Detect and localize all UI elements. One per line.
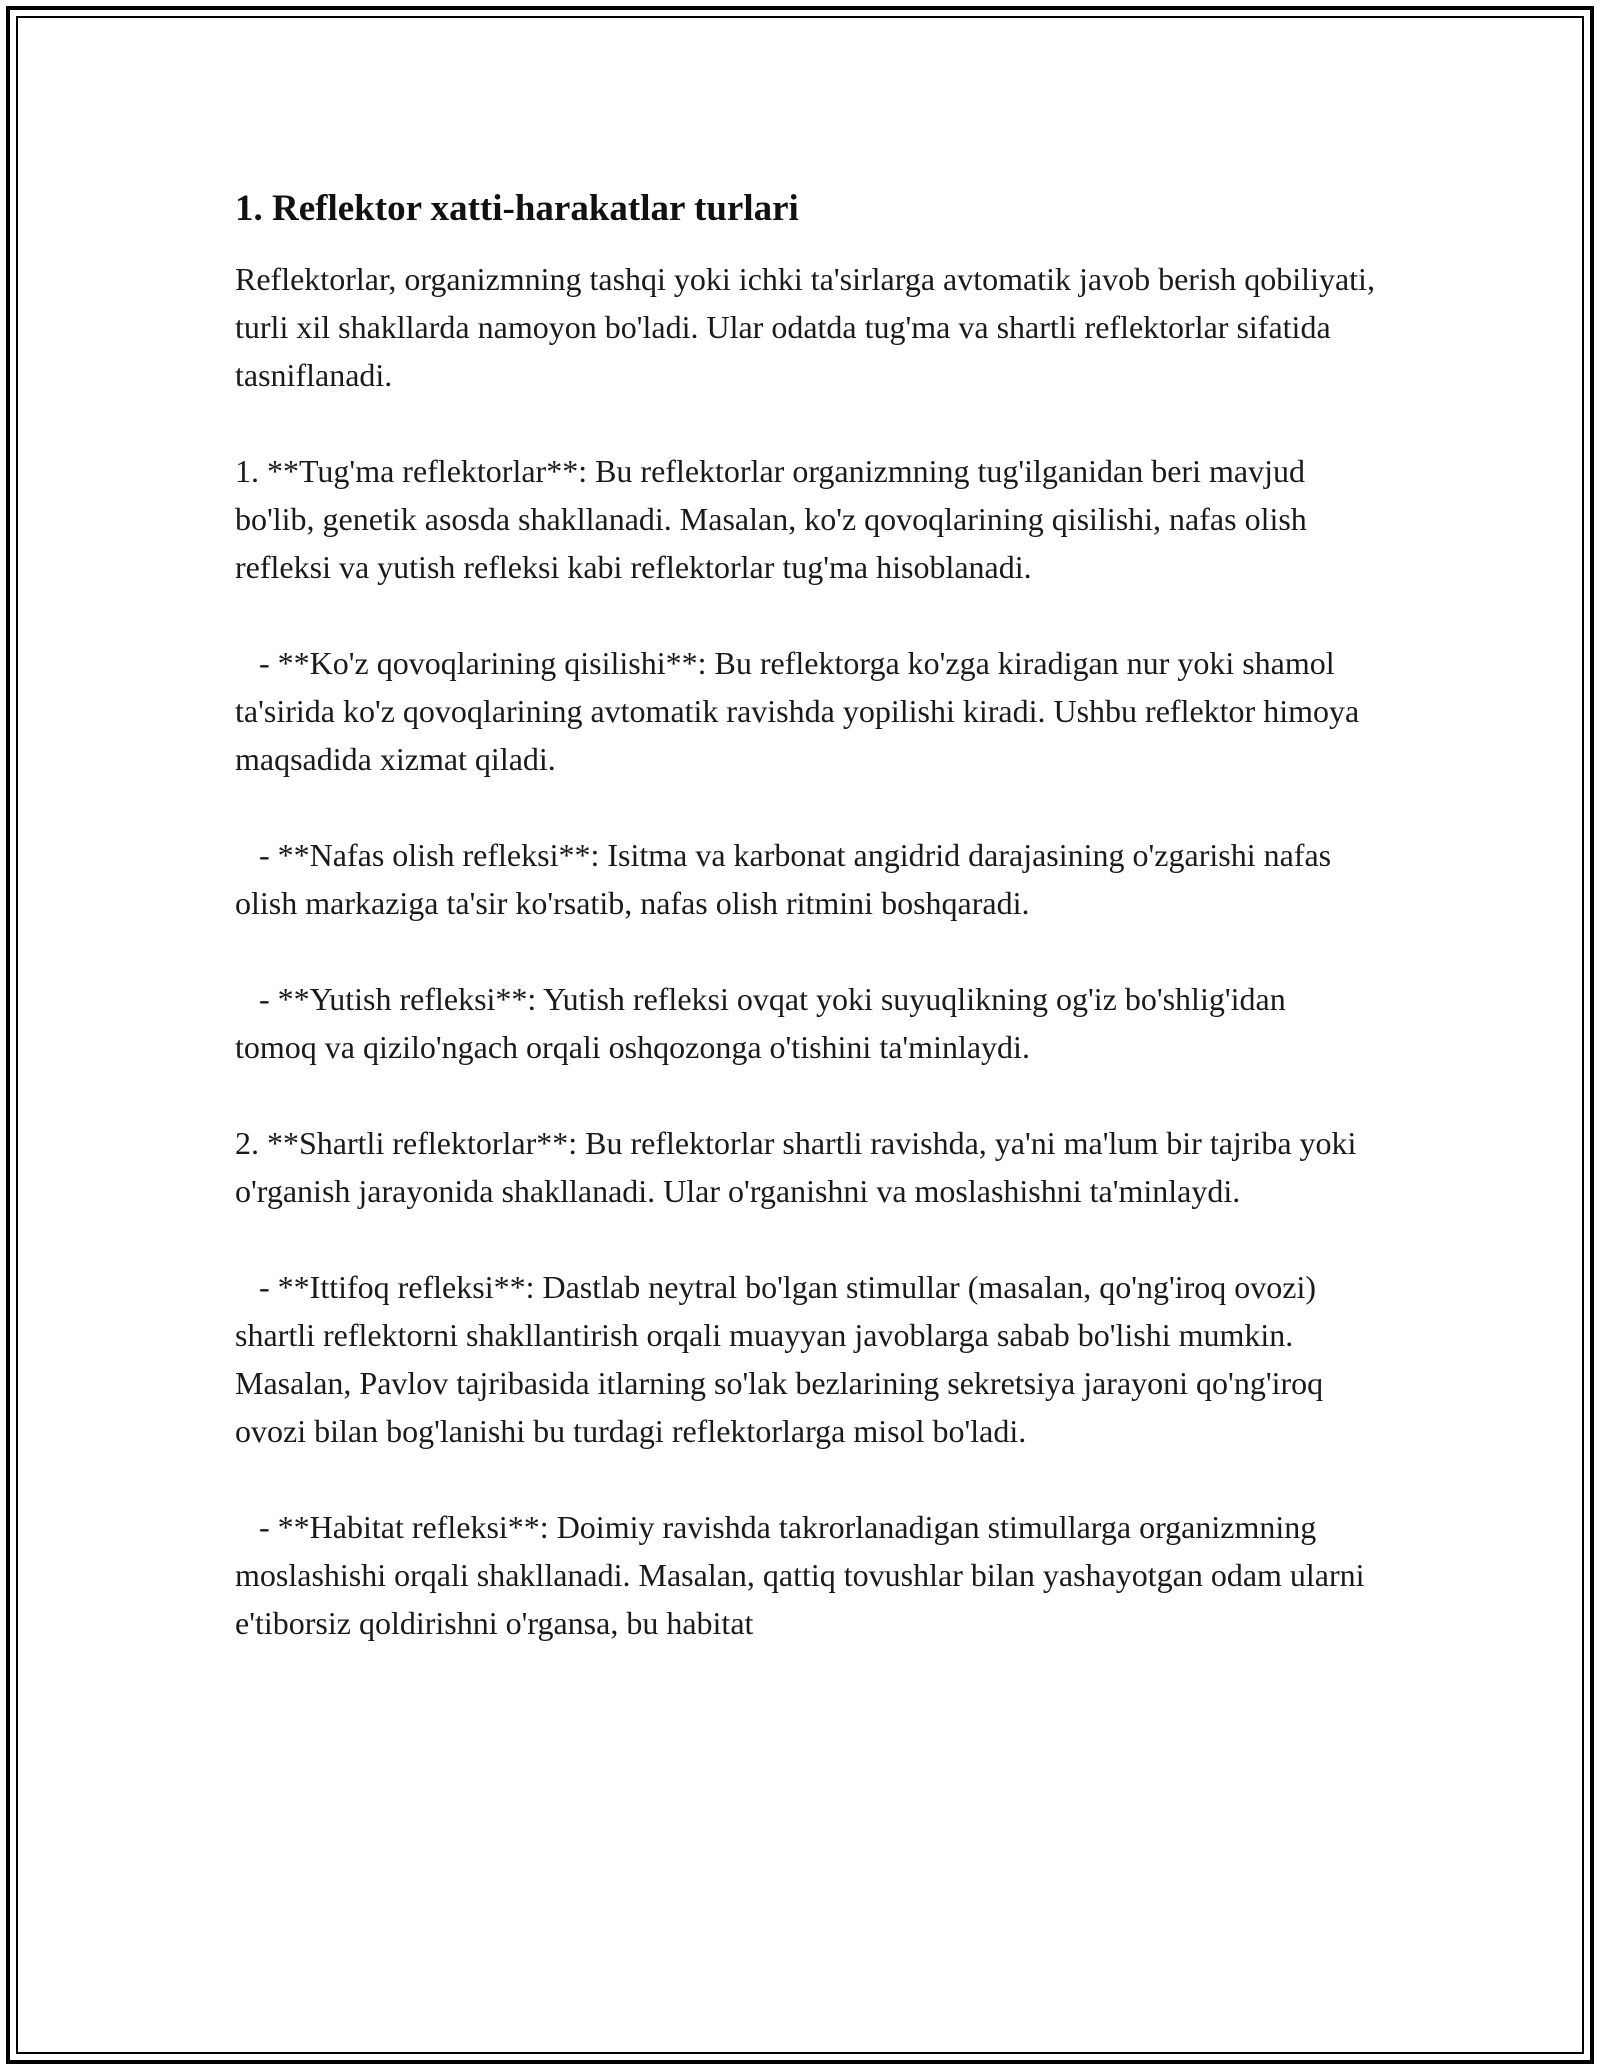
innate-reflexes-paragraph: 1. **Tug'ma reflektorlar**: Bu reflektorlar organizmning tug'ilganidan beri mavjud bo'lib, genetik asosda shakllanadi. Masalan, ko'z qovoqlarining qisilishi, nafas olish refleksi va yutish refleksi kabi reflektorlar tug'ma hisoblanadi. <box>235 453 1315 585</box>
document-body <box>235 185 1383 1647</box>
conditioned-reflexes-paragraph: 2. **Shartli reflektorlar**: Bu reflektorlar shartli ravishda, ya'ni ma'lum bir tajriba yoki o'rganish jarayonida shakllanadi. Ular o'rganishni va moslashishni ta'minlaydi. <box>235 1125 1365 1209</box>
breathing-reflex-paragraph: - **Nafas olish refleksi**: Isitma va karbonat angidrid darajasining o'zgarishi nafas olish markaziga ta'sir ko'rsatib, nafas olish ritmini boshqaradi. <box>235 837 1340 921</box>
swallowing-reflex-paragraph: - **Yutish refleksi**: Yutish refleksi ovqat yoki suyuqlikning og'iz bo'shlig'idan tomoq va qizilo'ngach orqali oshqozonga o'tishini ta'minlaydi. <box>235 981 1294 1065</box>
blink-reflex-paragraph: - **Ko'z qovoqlarining qisilishi**: Bu reflektorga ko'zga kiradigan nur yoki shamol ta'sirida ko'z qovoqlarining avtomatik ravishda yopilishi kiradi. Ushbu reflektor himoya maqsadida xizmat qiladi. <box>235 645 1368 777</box>
section-heading: 1. Reflektor xatti-harakatlar turlari <box>235 188 799 229</box>
association-reflex-paragraph: - **Ittifoq refleksi**: Dastlab neytral bo'lgan stimullar (masalan, qo'ng'iroq ovozi) shartli reflektorni shakllantirish orqali muayyan javoblarga sabab bo'lishi mumkin. Masalan, Pavlov tajribasida itlarning so'lak bezlarining sekretsiya jarayoni qo'ng'iroq ovozi bilan bog'lanishi bu turdagi reflektorlarga misol bo'ladi. <box>235 1269 1332 1449</box>
intro-paragraph: Reflektorlar, organizmning tashqi yoki ichki ta'sirlarga avtomatik javob berish qobiliyati, turli xil shakllarda namoyon bo'ladi. Ular odatda tug'ma va shartli reflektorlar sifatida tasniflanadi. <box>235 261 1383 393</box>
habituation-reflex-paragraph: - **Habitat refleksi**: Doimiy ravishda takrorlanadigan stimullarga organizmning moslashishi orqali shakllanadi. Masalan, qattiq tovushlar bilan yashayotgan odam ularni e'tiborsiz qoldirishni o'rgansa, bu habitat <box>235 1509 1373 1641</box>
